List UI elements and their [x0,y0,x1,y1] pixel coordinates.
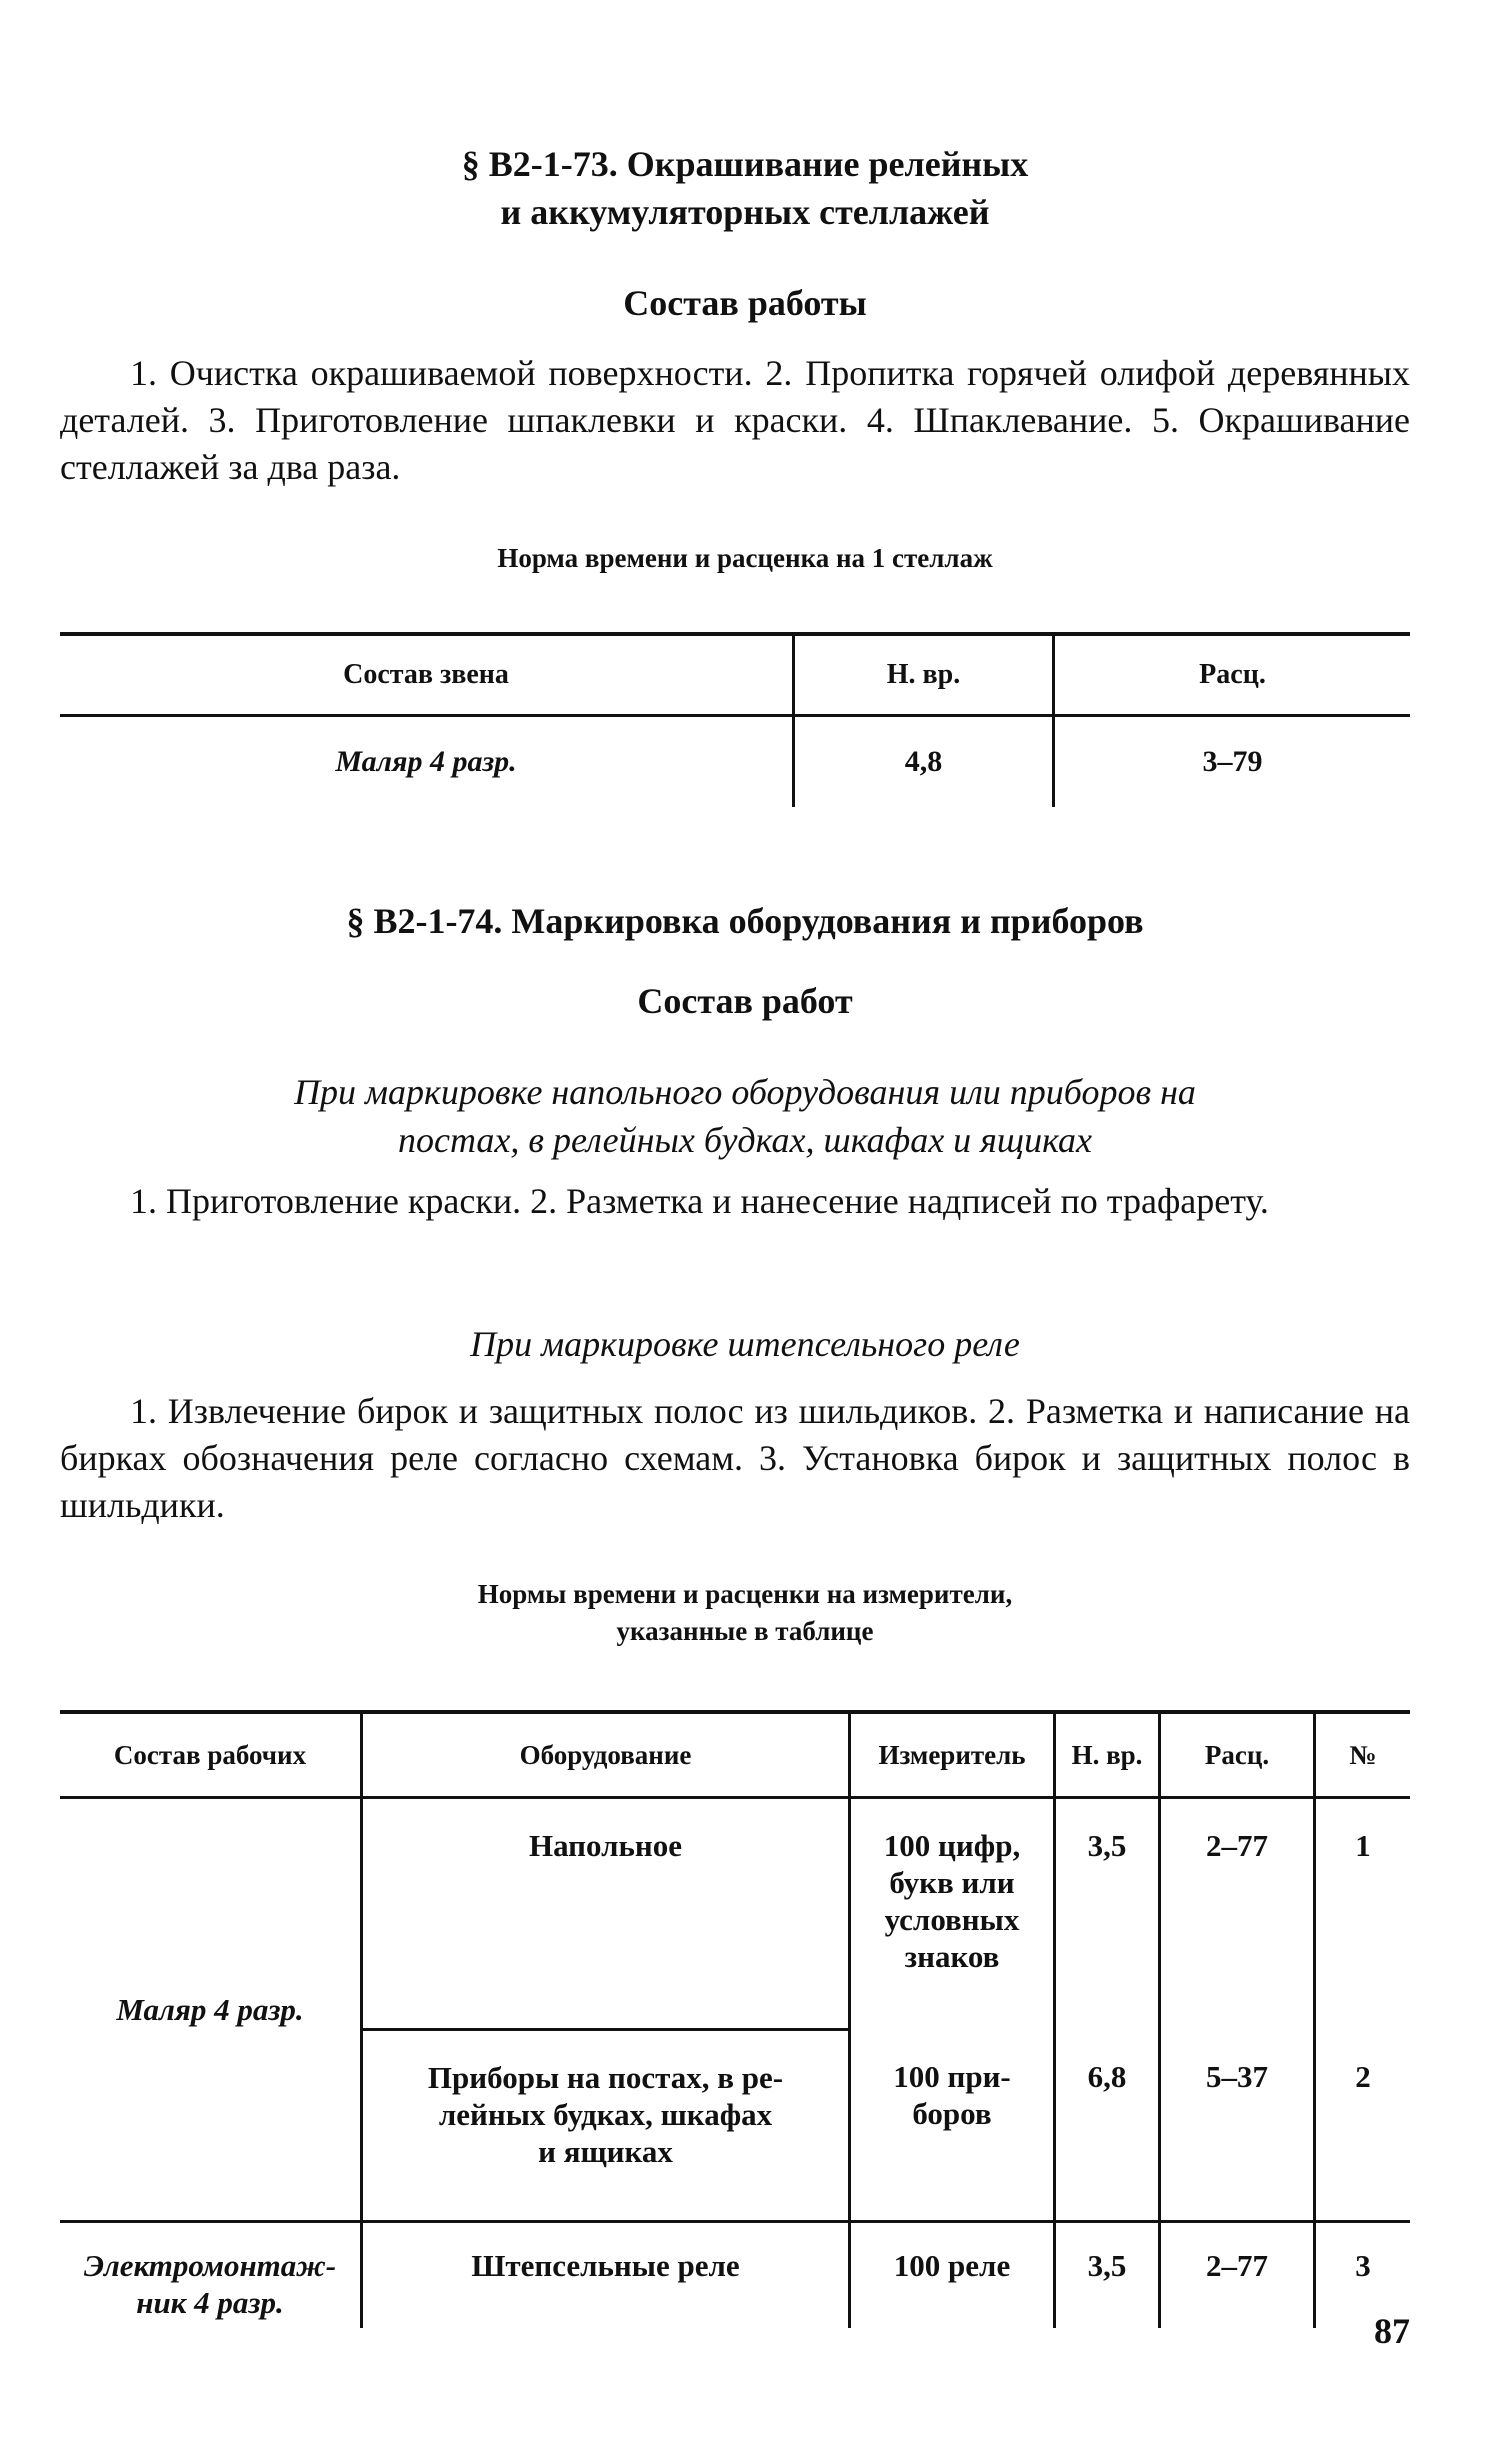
equipment-cell: Штепсельные реле [362,2222,850,2329]
page-number: 87 [1374,2311,1410,2351]
worker-line: Электромонтаж- [83,2248,337,2283]
column-header: № [1315,1712,1411,1798]
norm-cell: 3,5 [1055,2222,1160,2329]
section-body: 1. Очистка окрашиваемой поверхности. 2. Пропитка горячей олифой деревянных деталей. 3. Приготовление шпаклевки и краски. 4. Шпаклевание. 5. Окрашивание стеллажей за два раза. [60,353,1410,487]
norm-cell: 3,5 [1055,1798,1160,2030]
column-header: Расц. [1054,634,1411,716]
equipment-line: и ящиках [538,2134,673,2169]
case-heading-1 [0,1068,1490,1164]
measure-cell [850,1798,1055,2030]
worker-cell [60,2222,362,2329]
measure-line: 100 при- [893,2058,1011,2094]
column-header: Состав звена [60,634,794,716]
table-caption [0,1576,1490,1650]
table-row [60,716,1410,808]
rate-cell: 2–77 [1160,1798,1315,2030]
table-cell: 4,8 [794,716,1054,808]
case-body-2: 1. Извлечение бирок и защитных полос из шильдиков. 2. Разметка и написание на бирках обозначения реле согласно схемам. 3. Установка бирок и защитных полос в шильдики. [60,1391,1410,1525]
section-subtitle: Состав работы [623,283,867,323]
table-caption: Норма времени и расценка на 1 стеллаж [497,543,993,573]
table-row [60,2222,1410,2329]
equipment-cell: Напольное [362,1798,850,2030]
column-header: Н. вр. [1055,1712,1160,1798]
table-header-row [60,634,1410,716]
equipment-line: Приборы на постах, в ре- [427,2060,784,2095]
measure-line: условных [884,1902,1020,1937]
column-header: Оборудование [362,1712,850,1798]
number-cell: 1 [1355,1828,1371,1863]
measure-line: боров [912,2095,992,2131]
case-heading-line: постах, в релейных будках, шкафах и ящиках [397,1120,1093,1160]
measure-cell: 100 реле [850,2222,1055,2329]
rate-cell: 2–77 [1160,2222,1315,2329]
norm-table-2 [60,1710,1410,2328]
equipment-line: лейных будках, шкафах [438,2097,773,2132]
number-cell: 3 [1355,2248,1371,2283]
number-cell: 2 [1315,2030,1411,2222]
worker-cell: Маляр 4 разр. [60,1798,362,2222]
case-heading-line: При маркировке напольного оборудования или приборов на [294,1072,1196,1112]
table-header-row [60,1712,1410,1798]
section-title-line-1: § В2-1-73. Окрашивание релейных [461,144,1029,184]
table-cell: 3–79 [1202,745,1263,778]
table-caption-line: указанные в таблице [616,1616,874,1646]
table-row [60,1798,1410,2030]
column-header: Измеритель [850,1712,1055,1798]
column-header: Н. вр. [794,634,1054,716]
norm-cell: 6,8 [1055,2030,1160,2222]
case-heading-2: При маркировке штепсельного реле [470,1324,1020,1364]
measure-line: знаков [904,1939,1000,1974]
section-title-b2-1-74: § В2-1-74. Маркировка оборудования и приборов [346,901,1144,941]
table-cell: Маляр 4 разр. [60,716,794,808]
section-subtitle: Состав работ [637,981,853,1021]
norm-table-1 [60,632,1410,807]
section-title-b2-1-73 [0,140,1490,236]
measure-line: 100 цифр, [883,1828,1021,1863]
column-header: Расц. [1160,1712,1315,1798]
case-body-1: 1. Приготовление краски. 2. Разметка и нанесение надписей по трафарету. [130,1181,1269,1221]
rate-cell: 5–37 [1160,2030,1315,2222]
measure-line: букв или [889,1865,1015,1900]
column-header: Состав рабочих [60,1712,362,1798]
measure-cell [850,2030,1055,2222]
equipment-cell [362,2030,850,2222]
worker-line: ник 4 разр. [136,2285,284,2320]
table-caption-line: Нормы времени и расценки на измерители, [477,1579,1013,1609]
section-title-line-2: и аккумуляторных стеллажей [500,192,990,232]
